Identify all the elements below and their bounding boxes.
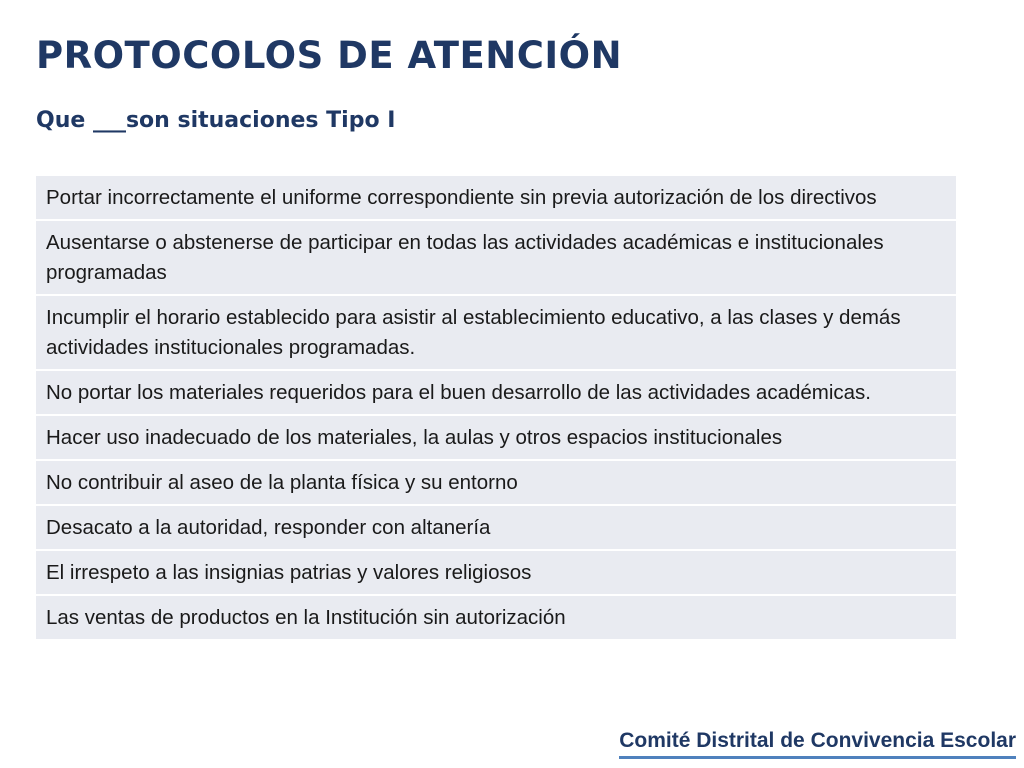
table-row — [36, 505, 956, 550]
situations-table — [36, 176, 956, 641]
table-row — [36, 550, 956, 595]
situation-cell: Incumplir el horario establecido para asistir al establecimiento educativo, a las clases y demás actividades institucionales programadas. — [36, 295, 956, 370]
situation-cell: Portar incorrectamente el uniforme correspondiente sin previa autorización de los directivos — [36, 176, 956, 220]
situation-cell: Ausentarse o abstenerse de participar en todas las actividades académicas e institucionales programadas — [36, 220, 956, 295]
situation-cell: Hacer uso inadecuado de los materiales, la aulas y otros espacios institucionales — [36, 415, 956, 460]
slide-subtitle: Que ___son situaciones Tipo I — [36, 108, 396, 133]
table-row — [36, 595, 956, 640]
table-row — [36, 295, 956, 370]
table-row — [36, 460, 956, 505]
footer-committee-name: Comité Distrital de Convivencia Escolar — [619, 729, 1016, 759]
table-row — [36, 176, 956, 220]
table-row — [36, 220, 956, 295]
table-row — [36, 415, 956, 460]
situation-cell: El irrespeto a las insignias patrias y valores religiosos — [36, 550, 956, 595]
situation-cell: Desacato a la autoridad, responder con altanería — [36, 505, 956, 550]
situation-cell: No contribuir al aseo de la planta física y su entorno — [36, 460, 956, 505]
situation-cell: No portar los materiales requeridos para el buen desarrollo de las actividades académicas. — [36, 370, 956, 415]
table-row — [36, 370, 956, 415]
situation-cell: Las ventas de productos en la Institución sin autorización — [36, 595, 956, 640]
slide-title: PROTOCOLOS DE ATENCIÓN — [36, 34, 623, 77]
